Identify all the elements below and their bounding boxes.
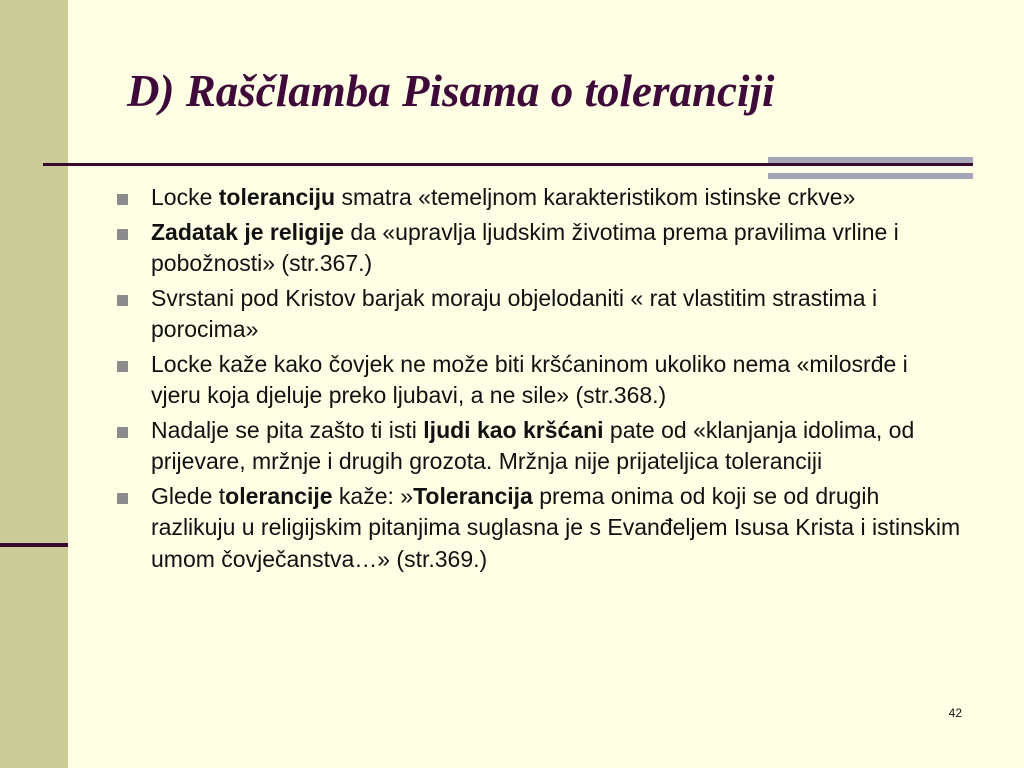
bullet-text: Svrstani pod Kristov barjak moraju objelodaniti « rat vlastitim strastima i porocima» bbox=[151, 284, 878, 342]
bullet-list bbox=[112, 182, 962, 578]
title-accent-bar-top bbox=[768, 157, 973, 163]
bullet-square-icon bbox=[117, 295, 128, 306]
bullet-item bbox=[112, 349, 962, 412]
bullet-text: da «upravlja ljudskim životima prema pravilima vrline i pobožnosti» (str.367.) bbox=[151, 218, 899, 276]
bullet-item bbox=[112, 481, 962, 576]
bullet-square-icon bbox=[117, 493, 128, 504]
bullet-item bbox=[112, 182, 962, 214]
title-accent-bar-bottom bbox=[768, 173, 973, 179]
bullet-text: Glede t bbox=[151, 482, 226, 509]
bullet-text: prema onima od koji se od drugih razlikuju u religijskim pitanjima suglasna je s Evanđeljem Isusa Krista i istinskim umom čovječanstva…» (str.369.) bbox=[151, 482, 961, 572]
bullet-item bbox=[112, 217, 962, 280]
bullet-bold-text: Tolerancija bbox=[413, 482, 533, 509]
bullet-text: smatra «temeljnom karakteristikom istinske crkve» bbox=[335, 184, 856, 210]
bullet-text: Locke bbox=[151, 184, 219, 210]
bullet-text: Locke kaže kako čovjek ne može biti kršćaninom ukoliko nema «milosrđe i vjeru koja djeluje preko ljubavi, a ne sile» (str.368.) bbox=[151, 350, 908, 408]
left-band-divider bbox=[0, 543, 68, 547]
slide-title: D) Raščlamba Pisama o toleranciji bbox=[127, 66, 775, 116]
bullet-square-icon bbox=[117, 361, 128, 372]
bullet-text: kaže: » bbox=[332, 482, 414, 509]
title-rule bbox=[43, 163, 973, 166]
bullet-item bbox=[112, 415, 962, 478]
bullet-bold-text: toleranciju bbox=[218, 184, 336, 210]
bullet-bold-text: Zadatak je religije bbox=[151, 218, 345, 245]
bullet-square-icon bbox=[117, 229, 128, 240]
bullet-bold-text: olerancije bbox=[225, 482, 333, 509]
left-decorative-band bbox=[0, 0, 68, 768]
bullet-text: Nadalje se pita zašto ti isti bbox=[151, 416, 424, 443]
bullet-text: pate od «klanjanja idolima, od prijevare, mržnje i drugih grozota. Mržnja nije prijateljica toleranciji bbox=[151, 416, 915, 474]
bullet-square-icon bbox=[117, 194, 128, 205]
bullet-bold-text: ljudi kao kršćani bbox=[423, 416, 604, 443]
page-number: 42 bbox=[948, 706, 962, 720]
bullet-square-icon bbox=[117, 427, 128, 438]
bullet-item bbox=[112, 283, 962, 346]
